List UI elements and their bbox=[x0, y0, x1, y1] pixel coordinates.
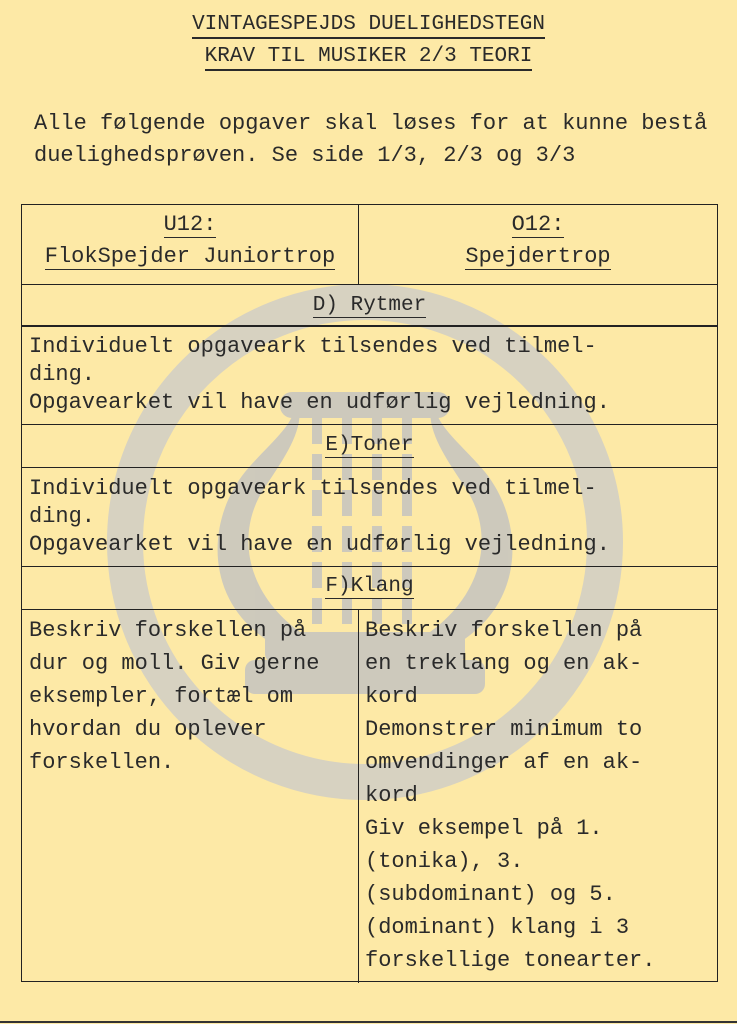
section-title-klang: F)Klang bbox=[325, 575, 414, 598]
section-text-rytmer: Individuelt opgaveark tilsendes ved tilmel- ding. Opgavearket vil have en udførlig vejledning. bbox=[29, 334, 610, 415]
page-bottom-rule bbox=[0, 1021, 737, 1023]
klang-text-u12: Beskriv forskellen på dur og moll. Giv gerne eksempler, fortæl om hvordan du oplever forskellen. bbox=[29, 618, 320, 775]
requirements-table bbox=[21, 204, 718, 982]
klang-text-o12: Beskriv forskellen på en treklang og en ak- kord Demonstrer minimum to omvendinger af en ak- kord Giv eksempel på 1. (tonika), 3. (subdominant) og 5. (dominant) klang i 3 forskellige tonearter. bbox=[365, 618, 656, 973]
page-title: VINTAGESPEJDS DUELIGHEDSTEGN bbox=[0, 12, 737, 38]
column-header-u12: U12: FlokSpejder Juniortrop bbox=[44, 212, 336, 269]
section-text-toner: Individuelt opgaveark tilsendes ved tilmel- ding. Opgavearket vil have en udførlig vejledning. bbox=[29, 476, 610, 557]
column-header-o12: O12: Spejdertrop bbox=[465, 212, 611, 269]
intro-paragraph: Alle følgende opgaver skal løses for at kunne bestå duelighedsprøven. Se side 1/3, 2/3 og 3/3 bbox=[34, 111, 708, 168]
section-title-rytmer: D) Rytmer bbox=[312, 294, 427, 317]
section-title-toner: E)Toner bbox=[325, 434, 414, 457]
page-subtitle: KRAV TIL MUSIKER 2/3 TEORI bbox=[0, 44, 737, 70]
